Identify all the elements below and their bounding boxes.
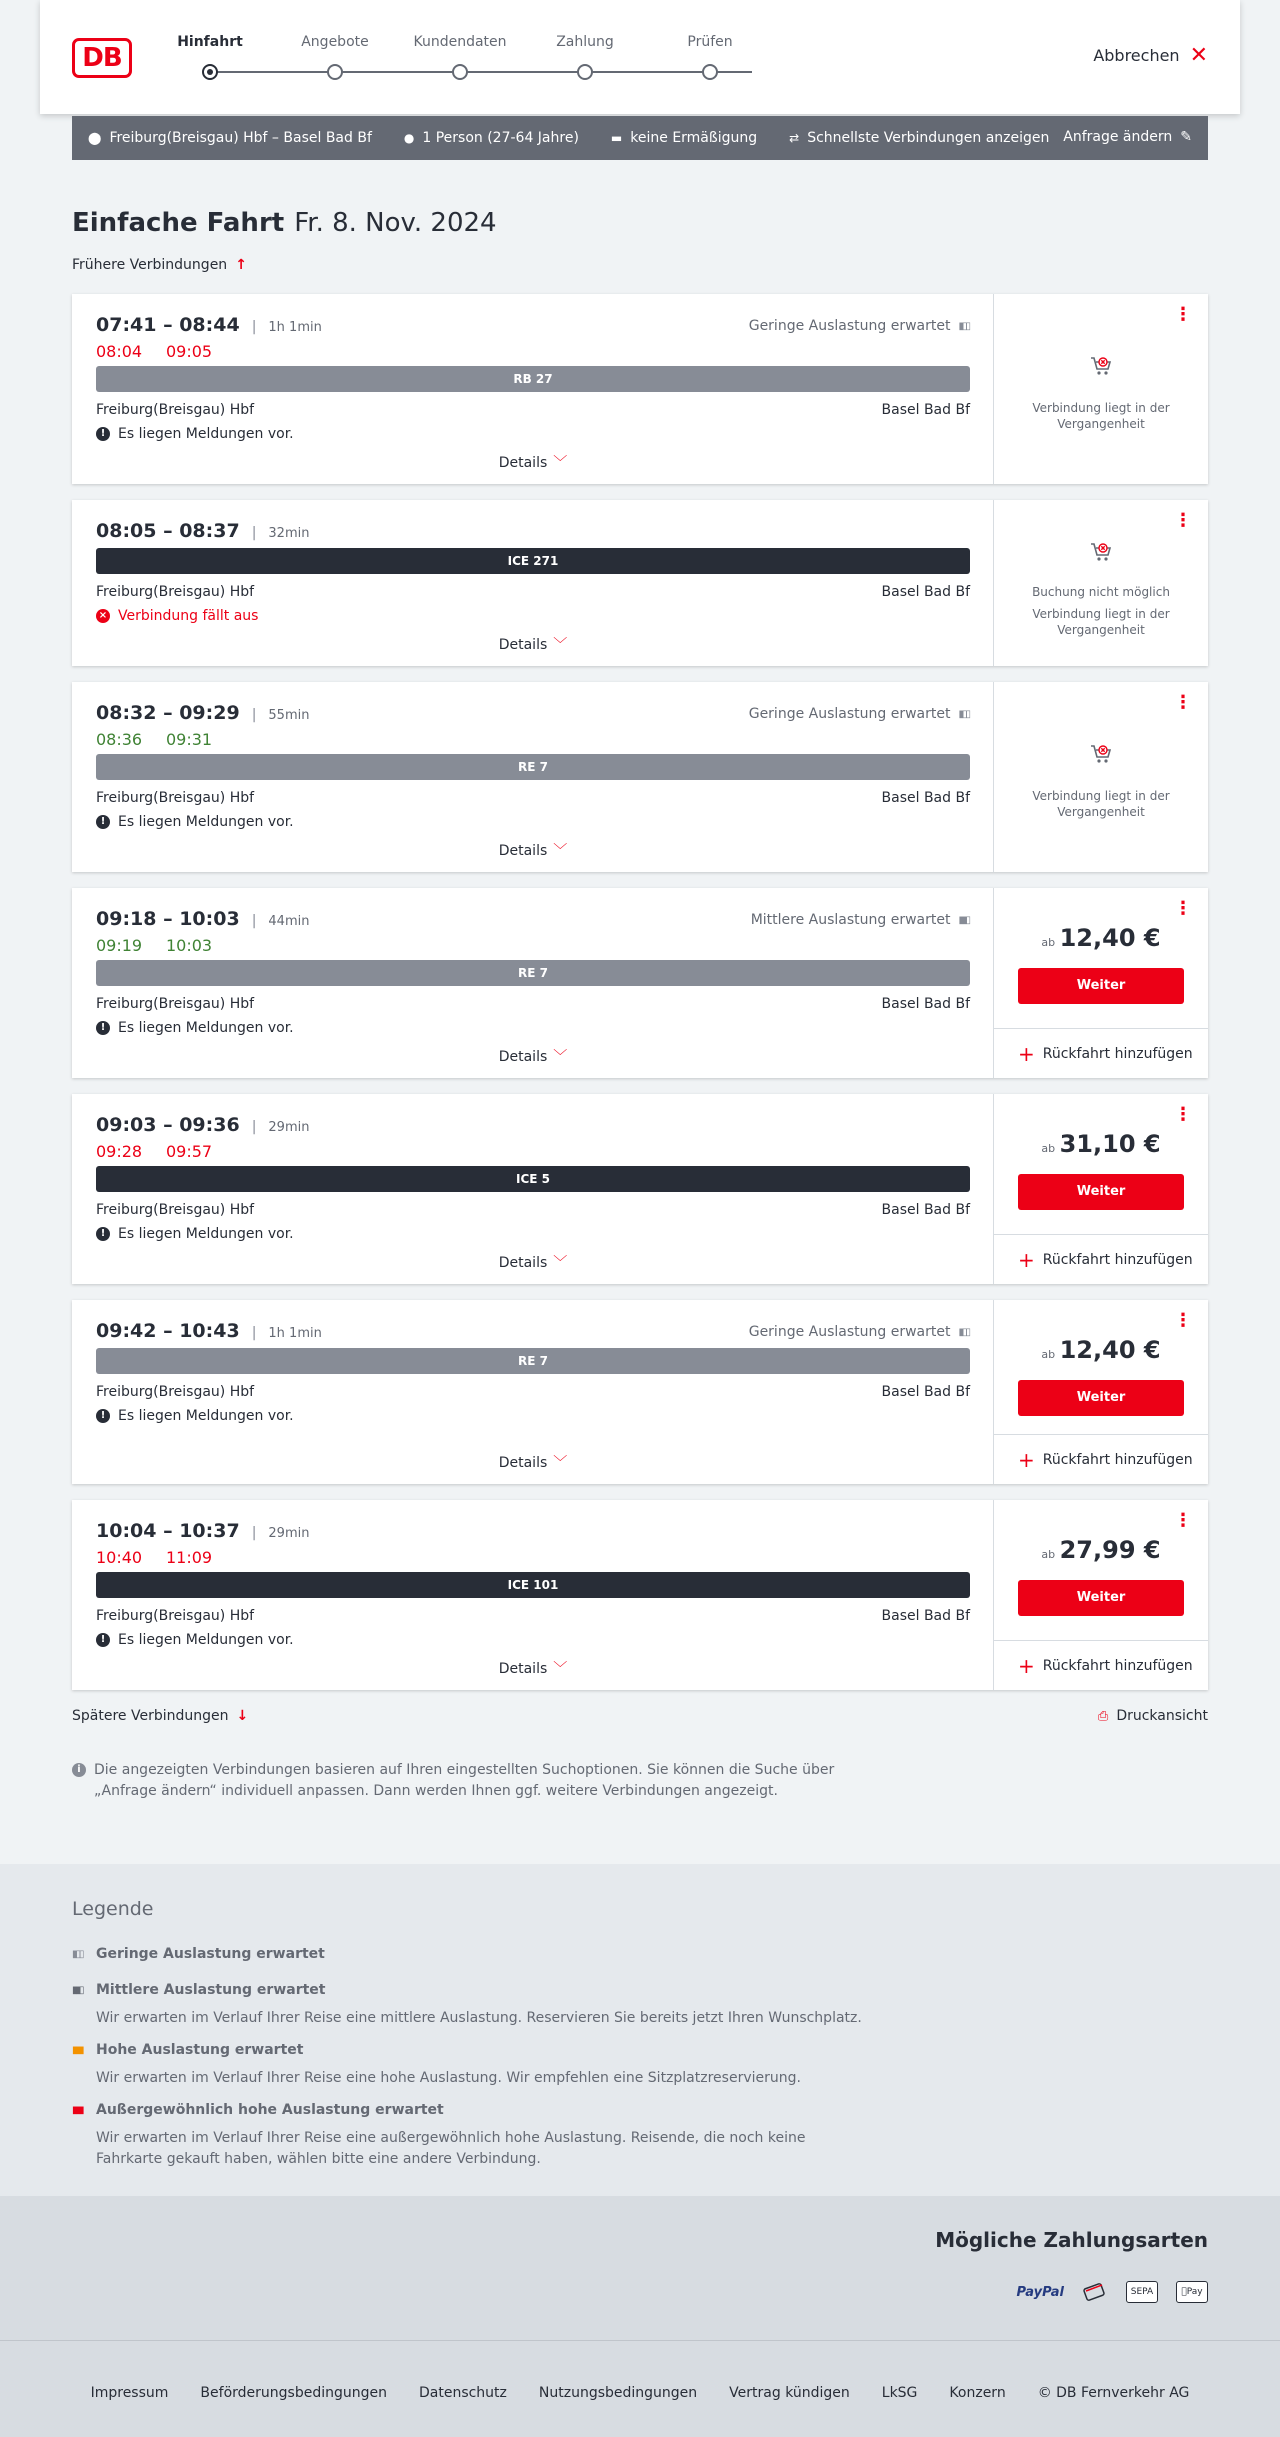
train-bar[interactable]: ICE 101 xyxy=(96,1572,970,1598)
chevron-down-icon: ﹀ xyxy=(553,455,568,471)
legend-section xyxy=(0,1864,1280,2196)
realtime-departure: 08:36 xyxy=(96,730,143,749)
alert-icon: ! xyxy=(96,427,110,441)
chevron-down-icon: ﹀ xyxy=(553,1455,568,1471)
occupancy-low-icon: ▮▯▯ xyxy=(72,1948,83,1960)
chevron-down-icon: ﹀ xyxy=(553,637,568,653)
footer-copyright: © DB Fernverkehr AG xyxy=(1037,2385,1190,2401)
change-query-button[interactable]: Anfrage ändern ✎ xyxy=(1063,129,1192,145)
legend-item-medium: ▮▮▯ Mittlere Auslastung erwartet Wir erwarten im Verlauf Ihrer Reise eine mittlere Auslastung. Reservieren Sie bereits jetzt Ihren Wunschplatz. xyxy=(72,1982,862,2026)
location-pin-icon: ⬤ xyxy=(88,131,102,145)
price: ab 12,40 € xyxy=(1041,1336,1161,1364)
connection-card xyxy=(72,500,1208,666)
payment-icons xyxy=(1017,2280,1208,2304)
arrow-down-icon: ↓ xyxy=(236,1708,249,1724)
info-icon: i xyxy=(72,1763,86,1777)
step-dot-angebote xyxy=(327,64,343,80)
swap-icon: ⇄ xyxy=(789,131,800,145)
connection-info xyxy=(72,1300,994,1484)
add-return-button[interactable]: + Rückfahrt hinzufügen xyxy=(994,1640,1208,1690)
details-toggle[interactable]: Details ﹀ xyxy=(498,637,568,653)
more-options-icon[interactable]: ⋮ xyxy=(1174,510,1192,531)
connection-info xyxy=(72,1500,994,1690)
cart-unavailable-icon xyxy=(1089,354,1113,378)
continue-button[interactable]: Weiter xyxy=(1018,1580,1184,1616)
message-notice: ! Es liegen Meldungen vor. xyxy=(96,814,294,830)
occupancy-indicator: Geringe Auslastung erwartet ▮▯▯ xyxy=(748,1324,969,1340)
connection-times: 09:42 – 10:43 | 1h 1min xyxy=(96,1320,322,1342)
details-toggle[interactable]: Details ﹀ xyxy=(498,843,568,859)
arrow-up-icon: ↑ xyxy=(235,257,247,273)
card-icon: ▬ xyxy=(610,131,623,145)
realtime-departure: 08:04 xyxy=(96,342,143,361)
realtime-departure: 09:19 xyxy=(96,936,143,955)
occupancy-indicator: Mittlere Auslastung erwartet ▮▮▯ xyxy=(750,912,969,928)
continue-button[interactable]: Weiter xyxy=(1018,1380,1184,1416)
message-notice: ! Es liegen Meldungen vor. xyxy=(96,1020,294,1036)
add-return-button[interactable]: + Rückfahrt hinzufügen xyxy=(994,1434,1208,1484)
connection-times: 08:05 – 08:37 | 32min xyxy=(96,520,310,542)
stations xyxy=(96,996,970,1012)
realtime-arrival: 11:09 xyxy=(166,1548,213,1567)
offer-panel xyxy=(994,1300,1208,1484)
pencil-icon: ✎ xyxy=(1180,129,1192,145)
duration: 1h 1min xyxy=(268,320,322,335)
footer-link-konzern[interactable]: Konzern xyxy=(949,2385,1006,2401)
header xyxy=(40,0,1240,114)
booking-not-possible: Buchung nicht möglich xyxy=(1032,585,1170,599)
plus-icon: + xyxy=(1018,1247,1035,1272)
connection-card xyxy=(72,1300,1208,1484)
more-options-icon[interactable]: ⋮ xyxy=(1174,1310,1192,1331)
payment-section xyxy=(0,2196,1280,2340)
connection-times: 07:41 – 08:44 | 1h 1min xyxy=(96,314,322,336)
realtime-times xyxy=(96,342,236,361)
more-options-icon[interactable]: ⋮ xyxy=(1174,692,1192,713)
plus-icon: + xyxy=(1018,1653,1035,1678)
train-bar[interactable]: ICE 5 xyxy=(96,1166,970,1192)
realtime-times xyxy=(96,1142,236,1161)
payment-title: Mögliche Zahlungsarten xyxy=(935,2228,1208,2252)
legend-item-very-high: ▮▮▮ Außergewöhnlich hohe Auslastung erwartet Wir erwarten im Verlauf Ihrer Reise eine außergewöhnlich hohe Auslastung. Reisende, die noch keine Fahrkarte gekauft haben, wählen bitte eine andere Verbindung. xyxy=(72,2102,806,2167)
legend-title: Legende xyxy=(72,1898,154,1920)
cart-unavailable-icon xyxy=(1089,540,1113,564)
offer-panel xyxy=(994,500,1208,666)
departure-station: Freiburg(Breisgau) Hbf xyxy=(96,402,255,418)
offer-panel xyxy=(994,682,1208,872)
message-notice: ! Es liegen Meldungen vor. xyxy=(96,1408,294,1424)
cancel-label: Abbrechen xyxy=(1093,46,1180,65)
connection-info xyxy=(72,888,994,1078)
past-notice: Verbindung liegt in der Vergangenheit xyxy=(1032,401,1170,431)
details-toggle[interactable]: Details ﹀ xyxy=(498,1455,568,1471)
arrival-station: Basel Bad Bf xyxy=(881,1202,970,1218)
connection-card xyxy=(72,294,1208,484)
price: ab 27,99 € xyxy=(1041,1536,1161,1564)
occupancy-low-icon: ▮▯▯ xyxy=(958,320,969,332)
chevron-down-icon: ﹀ xyxy=(553,843,568,859)
step-pruefen: Prüfen xyxy=(687,34,733,50)
connection-card xyxy=(72,682,1208,872)
occupancy-indicator: Geringe Auslastung erwartet ▮▯▯ xyxy=(748,706,969,722)
person-icon: ● xyxy=(403,131,415,145)
arrival-station: Basel Bad Bf xyxy=(881,402,970,418)
step-dot-zahlung xyxy=(577,64,593,80)
realtime-times xyxy=(96,730,236,749)
duration: 32min xyxy=(268,526,310,541)
connection-card xyxy=(72,1500,1208,1690)
chevron-down-icon: ﹀ xyxy=(553,1255,568,1271)
message-notice: ! Es liegen Meldungen vor. xyxy=(96,426,294,442)
alert-icon: ! xyxy=(96,1227,110,1241)
connection-times: 08:32 – 09:29 | 55min xyxy=(96,702,310,724)
train-bar[interactable]: RE 7 xyxy=(96,754,970,780)
realtime-times xyxy=(96,936,236,955)
earlier-connections-link[interactable]: Frühere Verbindungen ↑ xyxy=(72,257,247,273)
realtime-arrival: 09:31 xyxy=(166,730,213,749)
realtime-arrival: 10:03 xyxy=(166,936,213,955)
train-bar[interactable]: ICE 271 xyxy=(96,548,970,574)
legend-item-low: ▮▯▯ Geringe Auslastung erwartet xyxy=(72,1946,325,1962)
query-discount: ▬ keine Ermäßigung xyxy=(610,130,758,146)
plus-icon: + xyxy=(1018,1447,1035,1472)
db-logo[interactable]: DB xyxy=(72,38,132,78)
stations xyxy=(96,1384,970,1400)
close-icon: ✕ xyxy=(1189,42,1208,68)
footer-link-datenschutz[interactable]: Datenschutz xyxy=(418,2385,507,2401)
offer-panel xyxy=(994,1094,1208,1284)
message-notice: ! Es liegen Meldungen vor. xyxy=(96,1226,294,1242)
price: ab 31,10 € xyxy=(1041,1130,1161,1158)
connection-card xyxy=(72,1094,1208,1284)
connection-card xyxy=(72,888,1208,1078)
details-toggle[interactable]: Details ﹀ xyxy=(498,1661,568,1677)
continue-button[interactable]: Weiter xyxy=(1018,1174,1184,1210)
alert-icon: ! xyxy=(96,815,110,829)
departure-station: Freiburg(Breisgau) Hbf xyxy=(96,584,255,600)
departure-station: Freiburg(Breisgau) Hbf xyxy=(96,996,255,1012)
message-notice: ! Es liegen Meldungen vor. xyxy=(96,1632,294,1648)
stations xyxy=(96,1202,970,1218)
connection-times: 10:04 – 10:37 | 29min xyxy=(96,1520,310,1542)
offer-panel xyxy=(994,1500,1208,1690)
price-amount: 12,40 € xyxy=(1059,1336,1161,1364)
add-return-button[interactable]: + Rückfahrt hinzufügen xyxy=(994,1234,1208,1284)
occupancy-high-icon: ▮▮▮ xyxy=(72,2044,83,2056)
alert-icon: ! xyxy=(96,1409,110,1423)
legend-item-high: ▮▮▮ Hohe Auslastung erwartet Wir erwarten im Verlauf Ihrer Reise eine hohe Auslastung. Wir empfehlen eine Sitzplatzreservierung. xyxy=(72,2042,801,2086)
paypal-icon: PayPal xyxy=(1016,2284,1064,2300)
details-toggle[interactable]: Details ﹀ xyxy=(498,1255,568,1271)
departure-station: Freiburg(Breisgau) Hbf xyxy=(96,790,255,806)
step-zahlung: Zahlung xyxy=(556,34,614,50)
realtime-departure: 09:28 xyxy=(96,1142,143,1161)
query-summary-bar xyxy=(72,116,1208,160)
step-line xyxy=(210,71,752,73)
cancelled-icon: × xyxy=(96,609,110,623)
cancellation-notice: × Verbindung fällt aus xyxy=(96,608,258,624)
stations xyxy=(96,790,970,806)
train-bar[interactable]: RE 7 xyxy=(96,960,970,986)
price-amount: 31,10 € xyxy=(1059,1130,1161,1158)
offer-panel xyxy=(994,888,1208,1078)
occupancy-low-icon: ▮▯▯ xyxy=(958,1326,969,1338)
price-amount: 27,99 € xyxy=(1059,1536,1161,1564)
realtime-departure: 10:40 xyxy=(96,1548,143,1567)
credit-card-icon xyxy=(1082,2280,1108,2304)
footer-link-nutzungsbedingungen[interactable]: Nutzungsbedingungen xyxy=(538,2385,698,2401)
connection-times: 09:18 – 10:03 | 44min xyxy=(96,908,310,930)
footer-link-befoerderungsbedingungen[interactable]: Beförderungsbedingungen xyxy=(200,2385,387,2401)
continue-button[interactable]: Weiter xyxy=(1018,968,1184,1004)
more-options-icon[interactable]: ⋮ xyxy=(1174,1510,1192,1531)
departure-station: Freiburg(Breisgau) Hbf xyxy=(96,1608,255,1624)
sepa-icon: SEPA xyxy=(1126,2281,1158,2303)
more-options-icon[interactable]: ⋮ xyxy=(1174,898,1192,919)
query-route: ⬤ Freiburg(Breisgau) Hbf – Basel Bad Bf xyxy=(88,130,372,146)
realtime-times xyxy=(96,1548,236,1567)
print-view-link[interactable]: ⎙ Druckansicht xyxy=(1097,1708,1208,1724)
footer-link-vertrag-kuendigen[interactable]: Vertrag kündigen xyxy=(729,2385,850,2401)
cancel-button[interactable] xyxy=(1093,42,1208,68)
alert-icon: ! xyxy=(96,1633,110,1647)
chevron-down-icon: ﹀ xyxy=(553,1661,568,1677)
occupancy-very-high-icon: ▮▮▮ xyxy=(72,2104,83,2116)
arrival-station: Basel Bad Bf xyxy=(881,790,970,806)
realtime-arrival: 09:05 xyxy=(166,342,213,361)
query-fastest: ⇄ Schnellste Verbindungen anzeigen xyxy=(789,130,1050,146)
duration: 55min xyxy=(268,708,310,723)
arrival-station: Basel Bad Bf xyxy=(881,996,970,1012)
duration: 29min xyxy=(268,1526,310,1541)
train-bar[interactable]: RB 27 xyxy=(96,366,970,392)
footer-link-impressum[interactable]: Impressum xyxy=(90,2385,169,2401)
chevron-down-icon: ﹀ xyxy=(553,1049,568,1065)
connection-info xyxy=(72,294,994,484)
realtime-arrival: 09:57 xyxy=(166,1142,213,1161)
connection-info xyxy=(72,682,994,872)
step-hinfahrt: Hinfahrt xyxy=(177,34,243,50)
arrival-station: Basel Bad Bf xyxy=(881,1384,970,1400)
occupancy-medium-icon: ▮▮▯ xyxy=(72,1984,83,1996)
query-passengers: ● 1 Person (27-64 Jahre) xyxy=(403,130,579,146)
duration: 1h 1min xyxy=(268,1326,322,1341)
past-notice: Verbindung liegt in der Vergangenheit xyxy=(1032,789,1170,819)
later-connections-link[interactable]: Spätere Verbindungen ↓ xyxy=(72,1708,249,1724)
print-icon: ⎙ xyxy=(1097,1708,1109,1724)
duration: 29min xyxy=(268,1120,310,1135)
apple-pay-icon: Pay xyxy=(1176,2281,1208,2303)
add-return-button[interactable]: + Rückfahrt hinzufügen xyxy=(994,1028,1208,1078)
price-amount: 12,40 € xyxy=(1059,924,1161,952)
details-toggle[interactable]: Details ﹀ xyxy=(498,1049,568,1065)
more-options-icon[interactable]: ⋮ xyxy=(1174,1104,1192,1125)
page-title: Einfache Fahrt Fr. 8. Nov. 2024 xyxy=(72,208,497,238)
connection-info xyxy=(72,1094,994,1284)
departure-station: Freiburg(Breisgau) Hbf xyxy=(96,1384,255,1400)
stations xyxy=(96,584,970,600)
info-note: i Die angezeigten Verbindungen basieren auf Ihren eingestellten Suchoptionen. Sie können die Suche über „Anfrage ändern“ individuell anpassen. Dann werden Ihnen ggf. weitere Verbindungen angezeigt. xyxy=(72,1760,852,1802)
details-toggle[interactable]: Details ﹀ xyxy=(498,455,568,471)
alert-icon: ! xyxy=(96,1021,110,1035)
step-dot-pruefen xyxy=(702,64,718,80)
offer-panel xyxy=(994,294,1208,484)
more-options-icon[interactable]: ⋮ xyxy=(1174,304,1192,325)
departure-station: Freiburg(Breisgau) Hbf xyxy=(96,1202,255,1218)
connection-info xyxy=(72,500,994,666)
footer xyxy=(0,2340,1280,2437)
past-notice: Verbindung liegt in der Vergangenheit xyxy=(1032,607,1170,637)
duration: 44min xyxy=(268,914,310,929)
step-dot-hinfahrt xyxy=(202,64,218,80)
footer-links xyxy=(0,2385,1280,2401)
step-kundendaten: Kundendaten xyxy=(413,34,507,50)
price: ab 12,40 € xyxy=(1041,924,1161,952)
stations xyxy=(96,1608,970,1624)
footer-link-lksg[interactable]: LkSG xyxy=(881,2385,918,2401)
occupancy-indicator: Geringe Auslastung erwartet ▮▯▯ xyxy=(748,318,969,334)
arrival-station: Basel Bad Bf xyxy=(881,584,970,600)
plus-icon: + xyxy=(1018,1041,1035,1066)
travel-date: Fr. 8. Nov. 2024 xyxy=(294,208,497,238)
occupancy-low-icon: ▮▯▯ xyxy=(958,708,969,720)
connection-times: 09:03 – 09:36 | 29min xyxy=(96,1114,310,1136)
train-bar[interactable]: RE 7 xyxy=(96,1348,970,1374)
cart-unavailable-icon xyxy=(1089,742,1113,766)
stations xyxy=(96,402,970,418)
arrival-station: Basel Bad Bf xyxy=(881,1608,970,1624)
occupancy-medium-icon: ▮▮▯ xyxy=(958,914,969,926)
step-dot-kundendaten xyxy=(452,64,468,80)
step-angebote: Angebote xyxy=(301,34,369,50)
